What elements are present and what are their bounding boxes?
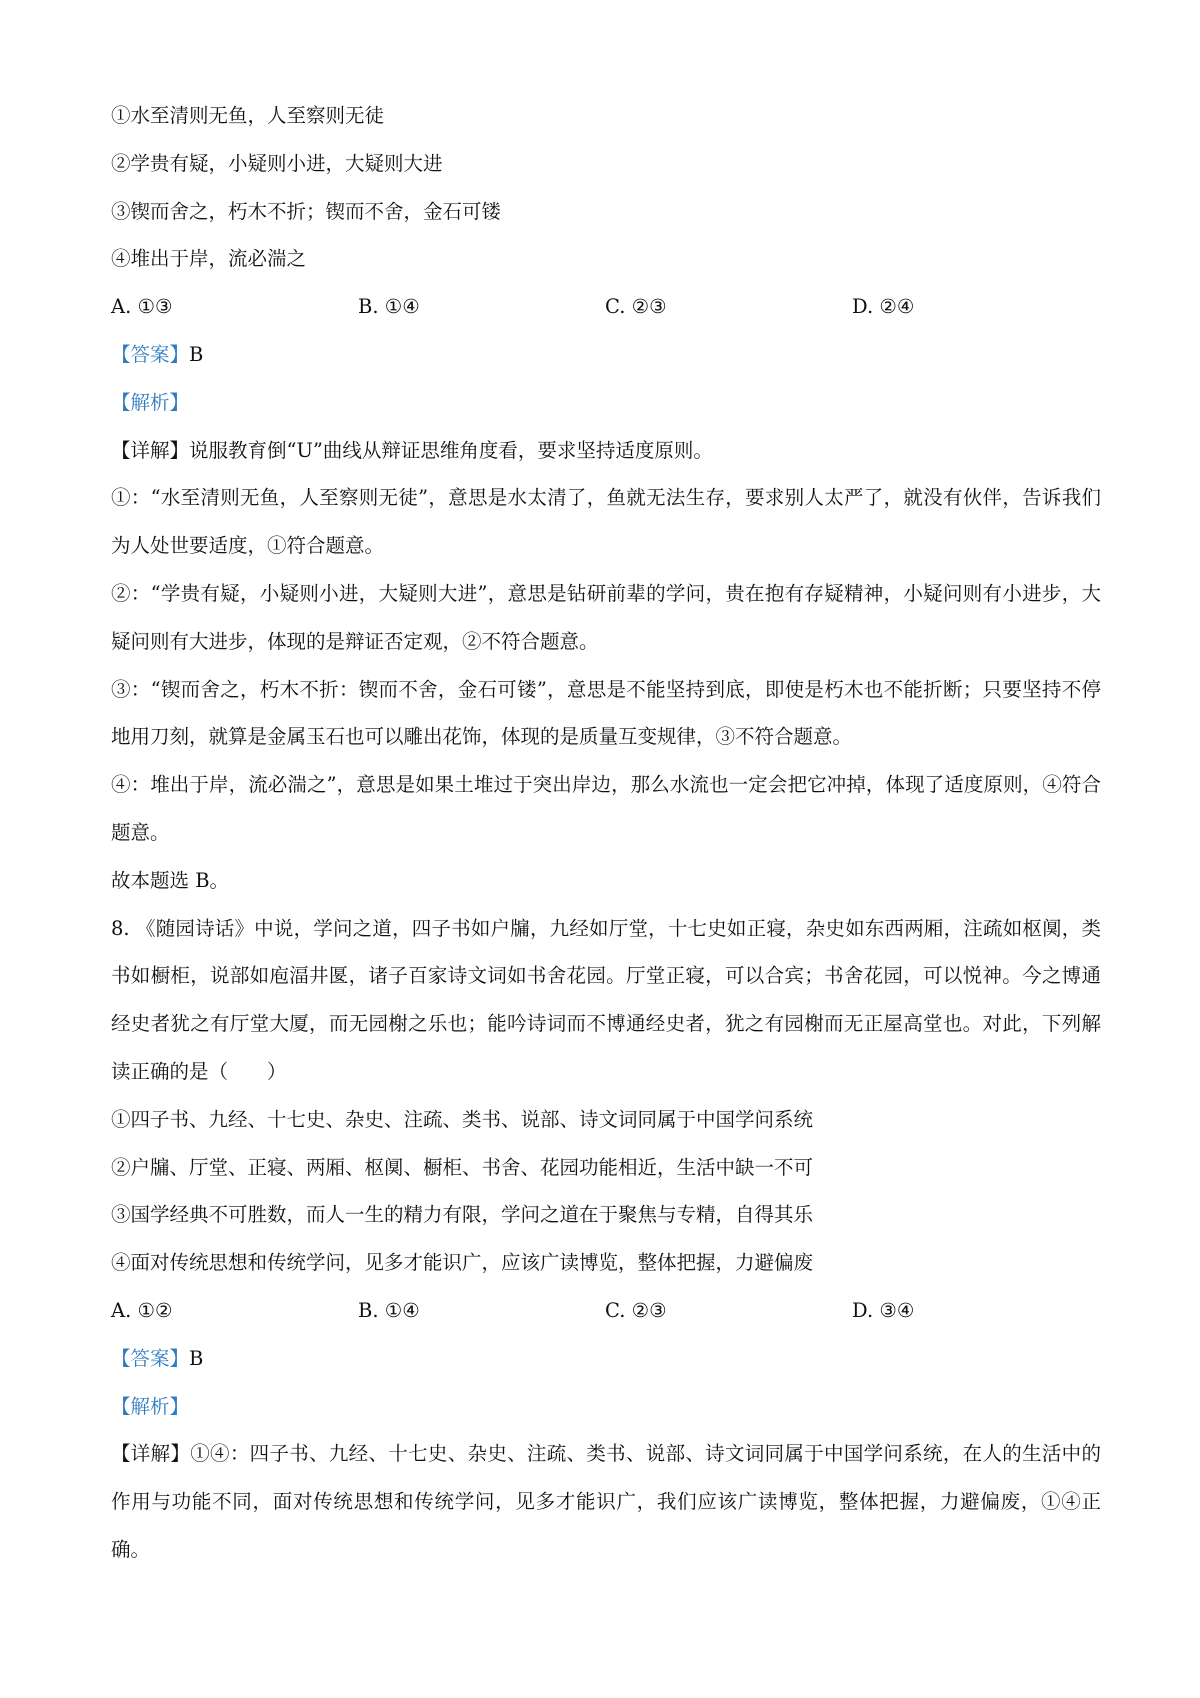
q8-detail-tag: 【详解】 (111, 1442, 191, 1466)
q7-conclusion: 故本题选 B。 (111, 868, 230, 892)
q7-option-b: B. ①④ (358, 295, 420, 319)
q8-analysis-tag: 【解析】 (111, 1394, 190, 1418)
q8-option-c: C. ②③ (605, 1298, 667, 1322)
q8-answer-tag: 【答案】 (111, 1346, 190, 1370)
q8-answer-value: B (189, 1346, 204, 1370)
q7-answer (111, 331, 1101, 379)
q8-statement-1: ①四子书、九经、十七史、杂史、注疏、类书、说部、诗文词同属于中国学问系统 (111, 1107, 814, 1131)
q8-stem: 8. 《随园诗话》中说，学问之道，四子书如户牖，九经如厅堂，十七史如正寝，杂史如东西两厢，注疏如枢阒，类书如橱柜，说部如庖湢井匽，诸子百家诗文词如书舍花园。厅堂正寝，可以合宾；书舍花园，可以悦神。今之博通经史者犹之有厅堂大厦，而无园榭之乐也；能吟诗词而不博通经史者，犹之有园榭而无正屋高堂也。对此，下列解读正确的是（ ） (111, 916, 1101, 1083)
document-page (111, 0, 1101, 1574)
q8-answer (111, 1335, 1101, 1383)
q8-detail (111, 1430, 1101, 1573)
q8-option-a: A. ①② (111, 1298, 173, 1322)
q7-answer-tag: 【答案】 (111, 342, 190, 366)
q7-analysis (111, 379, 1101, 427)
q7-explanation-1: ①：“水至清则无鱼，人至察则无徒”，意思是水太清了，鱼就无法生存，要求别人太严了，就没有伙伴，告诉我们为人处世要适度，①符合题意。 (111, 486, 1101, 558)
q8-statement-3: ③国学经典不可胜数，而人一生的精力有限，学问之道在于聚焦与专精，自得其乐 (111, 1203, 814, 1227)
q7-statement-2: ②学贵有疑，小疑则小进，大疑则大进 (111, 151, 443, 175)
q8-analysis (111, 1383, 1101, 1431)
q8-option-b: B. ①④ (358, 1298, 420, 1322)
q7-option-d: D. ②④ (852, 295, 915, 319)
q7-detail-tag: 【详解】 (111, 438, 190, 462)
q7-statement-1: ①水至清则无鱼，人至察则无徒 (111, 104, 385, 127)
q8-option-d: D. ③④ (852, 1298, 915, 1322)
q8-statement-4: ④面对传统思想和传统学问，见多才能识广，应该广读博览，整体把握，力避偏废 (111, 1251, 814, 1275)
q7-option-c: C. ②③ (605, 295, 667, 319)
q7-explanation-4: ④：堆出于岸，流必湍之”，意思是如果土堆过于突出岸边，那么水流也一定会把它冲掉，体现了适度原则，④符合题意。 (111, 773, 1101, 844)
q7-explanation-2: ②：“学贵有疑，小疑则小进，大疑则大进”，意思是钻研前辈的学问，贵在抱有存疑精神，小疑问则有小进步，大疑问则有大进步，体现的是辩证否定观，②不符合题意。 (111, 581, 1101, 653)
q7-answer-value: B (189, 342, 204, 366)
q8-detail-text: ①④：四子书、九经、十七史、杂史、注疏、类书、说部、诗文词同属于中国学问系统，在人的生活中的作用与功能不同，面对传统思想和传统学问，见多才能识广，我们应该广读博览，整体把握，力避偏废，①④正确。 (111, 1442, 1101, 1561)
q7-analysis-tag: 【解析】 (111, 390, 190, 414)
q8-options (111, 1287, 1101, 1335)
q7-option-a: A. ①③ (111, 295, 173, 319)
q7-explanation-3: ③：“锲而舍之，朽木不折：锲而不舍，金石可镂”，意思是不能坚持到底，即使是朽木也不能折断；只要坚持不停地用刀刻，就算是金属玉石也可以雕出花饰，体现的是质量互变规律，③不符合题意。 (111, 677, 1101, 749)
q7-statement-3: ③锲而舍之，朽木不折；锲而不舍，金石可镂 (111, 199, 502, 223)
q7-detail-intro: 说服教育倒“U”曲线从辩证思维角度看，要求坚持适度原则。 (189, 438, 713, 462)
q7-detail (111, 427, 1101, 475)
q7-options (111, 283, 1101, 331)
q8-statement-2: ②户牖、厅堂、正寝、两厢、枢阒、橱柜、书舍、花园功能相近，生活中缺一不可 (111, 1155, 814, 1179)
q7-statement-4: ④堆出于岸，流必湍之 (111, 247, 307, 271)
